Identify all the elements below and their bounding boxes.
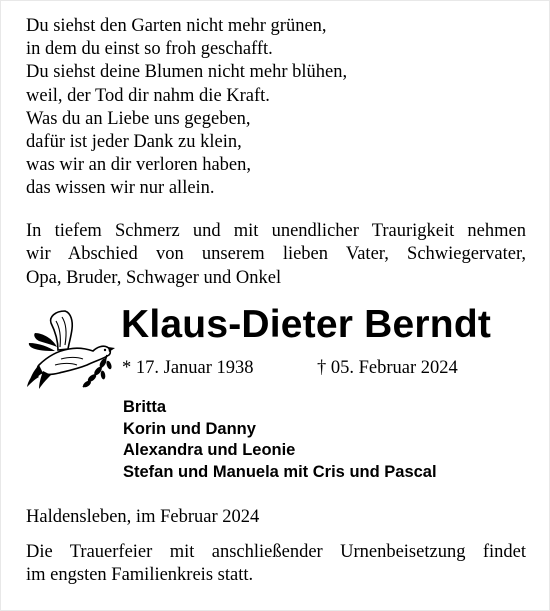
dove-with-olive-branch-icon — [25, 303, 123, 391]
poem-line: was wir an dir verloren haben, — [26, 155, 251, 176]
announcement-line: wir Abschied von unserem lieben Vater, Schwiegervater, — [26, 244, 526, 265]
mourner: Alexandra und Leonie — [123, 441, 296, 459]
mourner: Britta — [123, 398, 167, 416]
funeral-line: Die Trauerfeier mit anschließender Urnenbeisetzung findet — [26, 542, 526, 562]
poem-line: das wissen wir nur allein. — [26, 178, 215, 199]
poem-line: dafür ist jeder Dank zu klein, — [26, 132, 242, 153]
announcement-line: Opa, Bruder, Schwager und Onkel — [26, 267, 282, 288]
deceased-name: Klaus-Dieter Berndt — [121, 303, 492, 346]
funeral-note — [26, 541, 526, 588]
funeral-line: im engsten Familienkreis statt. — [26, 565, 254, 586]
birth-date: * 17. Januar 1938 — [122, 358, 254, 378]
poem-line: in dem du einst so froh geschafft. — [26, 39, 273, 60]
mourner: Stefan und Manuela mit Cris und Pascal — [123, 462, 437, 481]
poem-line: Du siehst deine Blumen nicht mehr blühen, — [26, 62, 348, 83]
mourners-list — [123, 397, 437, 483]
mourner: Korin und Danny — [123, 419, 256, 438]
poem — [26, 15, 526, 201]
announcement-line: In tiefem Schmerz und mit unendlicher Traurigkeit nehmen — [26, 221, 526, 241]
poem-line: Du siehst den Garten nicht mehr grünen, — [26, 16, 327, 36]
place-and-date: Haldensleben, im Februar 2024 — [26, 507, 260, 527]
announcement-text — [26, 220, 526, 290]
poem-line: Was du an Liebe uns gegeben, — [26, 108, 251, 129]
death-date: † 05. Februar 2024 — [317, 358, 458, 378]
poem-line: weil, der Tod dir nahm die Kraft. — [26, 85, 270, 106]
